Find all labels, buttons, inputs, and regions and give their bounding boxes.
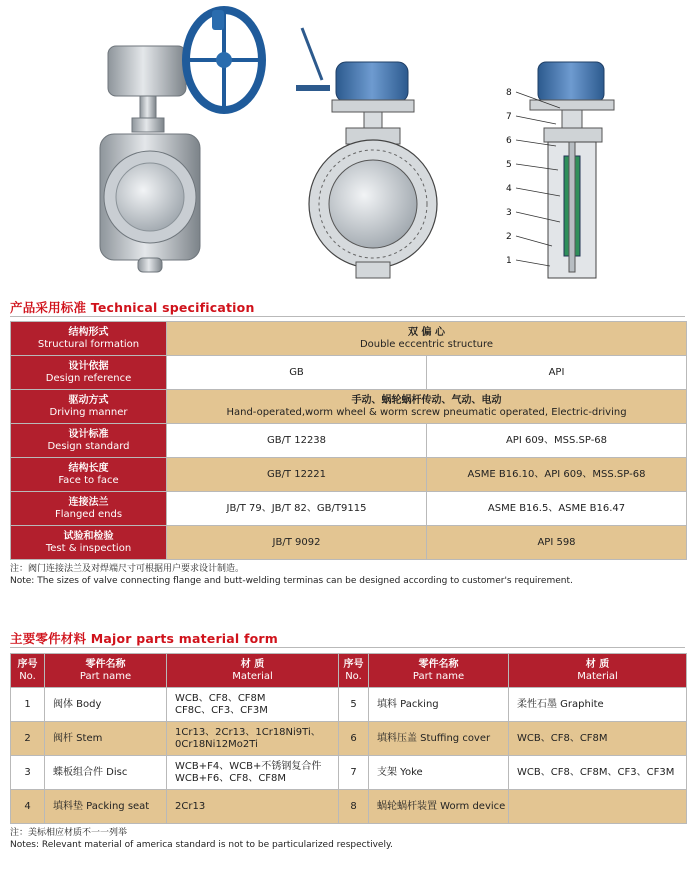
spec-gb-value: JB/T 79、JB/T 82、GB/T9115 <box>167 492 427 526</box>
valve-figures <box>0 0 700 290</box>
part-no: 5 <box>339 688 369 722</box>
part-name: 蜗轮蜗杆装置 Worm device <box>369 790 509 824</box>
callout-7: 7 <box>506 112 512 122</box>
part-material: WCB+F4、WCB+不锈钢复合件 WCB+F6、CF8、CF8M <box>167 756 339 790</box>
spec-row-flanged-ends <box>11 492 687 526</box>
spec-row-driving-manner <box>11 390 687 424</box>
spec-row-structure <box>11 322 687 356</box>
valve-front-drawing <box>296 28 437 278</box>
spec-table <box>10 321 687 560</box>
part-material: 柔性石墨 Graphite <box>509 688 687 722</box>
part-name: 蝶板组合件 Disc <box>45 756 167 790</box>
part-no: 4 <box>11 790 45 824</box>
spec-label: 设计标准 Design standard <box>11 424 167 458</box>
spec-note-en: Note: The sizes of valve connecting flange and butt-welding terminas can be designed according to customer's requirement. <box>10 576 573 586</box>
header-part-name: 零件名称 Part name <box>45 654 167 688</box>
parts-note-en: Notes: Relevant material of america standard is not to be particularized respectively. <box>10 840 393 850</box>
spec-row-test-inspection <box>11 526 687 560</box>
parts-table <box>10 653 687 824</box>
part-no: 7 <box>339 756 369 790</box>
spec-gb-value: GB/T 12238 <box>167 424 427 458</box>
part-name: 填料压盖 Stuffing cover <box>369 722 509 756</box>
part-material: WCB、CF8、CF8M、CF3、CF3M <box>509 756 687 790</box>
part-name: 填料 Packing <box>369 688 509 722</box>
spec-value: 双 偏 心 Double eccentric structure <box>167 322 687 356</box>
parts-row <box>11 790 687 824</box>
valve-section-drawing <box>506 62 614 278</box>
parts-divider <box>10 647 685 648</box>
spec-section-title: 产品采用标准 Technical specification <box>10 300 255 315</box>
spec-label: 试验和检验 Test & inspection <box>11 526 167 560</box>
part-material: 2Cr13 <box>167 790 339 824</box>
header-material: 材 质 Material <box>509 654 687 688</box>
parts-section-title: 主要零件材料 Major parts material form <box>10 631 278 646</box>
part-material <box>509 790 687 824</box>
part-name: 支架 Yoke <box>369 756 509 790</box>
callout-2: 2 <box>506 232 512 242</box>
parts-row <box>11 688 687 722</box>
spec-api-value: API 609、MSS.SP-68 <box>427 424 687 458</box>
callout-5: 5 <box>506 160 512 170</box>
part-name: 填料垫 Packing seat <box>45 790 167 824</box>
header-material: 材 质 Material <box>167 654 339 688</box>
spec-api-value: API 598 <box>427 526 687 560</box>
parts-note-cn: 注：美标相应材质不一一列举 <box>10 828 128 838</box>
part-no: 6 <box>339 722 369 756</box>
spec-label: 结构形式 Structural formation <box>11 322 167 356</box>
spec-gb-value: GB/T 12221 <box>167 458 427 492</box>
part-no: 8 <box>339 790 369 824</box>
header-no: 序号 No. <box>339 654 369 688</box>
callout-4: 4 <box>506 184 512 194</box>
spec-row-face-to-face <box>11 458 687 492</box>
spec-divider <box>10 316 685 317</box>
spec-gb-value: GB <box>167 356 427 390</box>
header-part-name: 零件名称 Part name <box>369 654 509 688</box>
part-material: 1Cr13、2Cr13、1Cr18Ni9Ti、 0Cr18Ni12Mo2Ti <box>167 722 339 756</box>
spec-api-value: ASME B16.5、ASME B16.47 <box>427 492 687 526</box>
parts-header-row <box>11 654 687 688</box>
callout-3: 3 <box>506 208 512 218</box>
parts-row <box>11 756 687 790</box>
callout-8: 8 <box>506 88 512 98</box>
part-no: 3 <box>11 756 45 790</box>
parts-row <box>11 722 687 756</box>
spec-label: 驱动方式 Driving manner <box>11 390 167 424</box>
part-name: 阀体 Body <box>45 688 167 722</box>
spec-api-value: ASME B16.10、API 609、MSS.SP-68 <box>427 458 687 492</box>
spec-gb-value: JB/T 9092 <box>167 526 427 560</box>
part-material: WCB、CF8、CF8M CF8C、CF3、CF3M <box>167 688 339 722</box>
callout-6: 6 <box>506 136 512 146</box>
spec-note-cn: 注：阀门连接法兰及对焊端尺寸可根据用户要求设计制造。 <box>10 564 245 574</box>
spec-row-design-standard <box>11 424 687 458</box>
part-material: WCB、CF8、CF8M <box>509 722 687 756</box>
spec-label: 连接法兰 Flanged ends <box>11 492 167 526</box>
spec-row-design-reference <box>11 356 687 390</box>
spec-api-value: API <box>427 356 687 390</box>
header-no: 序号 No. <box>11 654 45 688</box>
spec-label: 设计依据 Design reference <box>11 356 167 390</box>
spec-value: 手动、蜗轮蜗杆传动、气动、电动 Hand-operated,worm wheel & worm screw pneumatic operated, Electric-driving <box>167 390 687 424</box>
valve-photo <box>100 10 262 272</box>
spec-label: 结构长度 Face to face <box>11 458 167 492</box>
part-no: 1 <box>11 688 45 722</box>
callout-1: 1 <box>506 256 512 266</box>
part-no: 2 <box>11 722 45 756</box>
part-name: 阀杆 Stem <box>45 722 167 756</box>
